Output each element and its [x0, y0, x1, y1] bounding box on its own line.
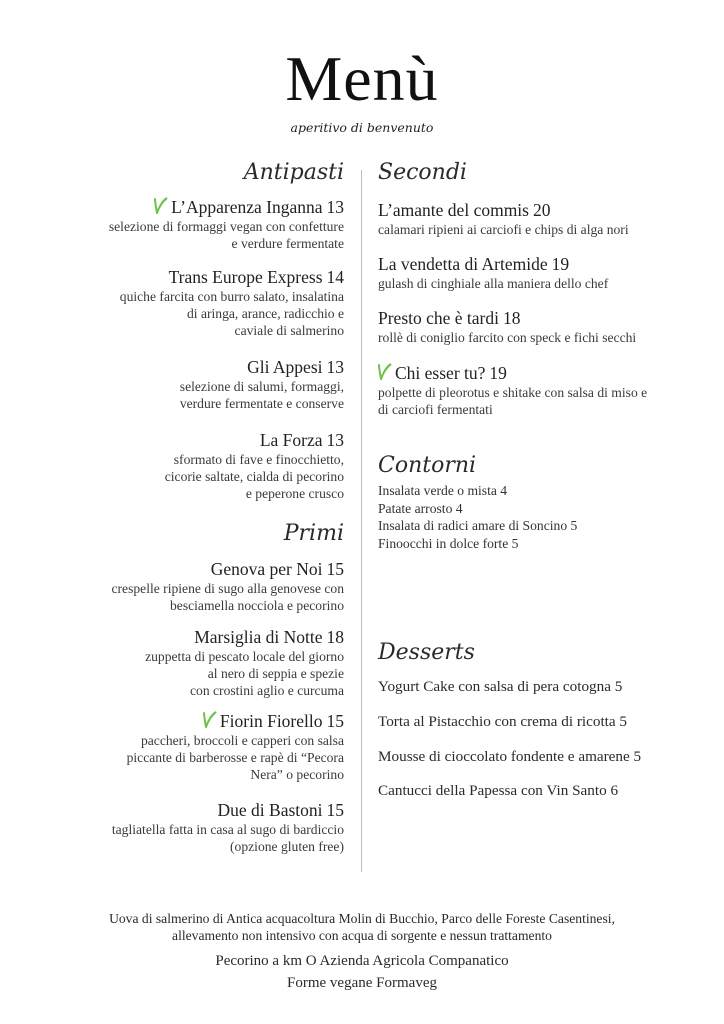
- contorno-item: Insalata di radici amare di Soncino 5: [378, 518, 578, 533]
- supplier-line: Forme vegane Formaveg: [287, 975, 437, 991]
- primi-heading: Primi: [283, 521, 344, 546]
- dessert-item: Torta al Pistacchio con crema di ricotta 5: [378, 713, 628, 730]
- dish-description: selezione di salumi, formaggi, verdure fermentate e conserve: [179, 379, 344, 411]
- dish-price: 15: [326, 711, 344, 731]
- secondi-item: [378, 254, 608, 292]
- dish-price: 13: [326, 430, 344, 450]
- column-divider: [361, 170, 362, 872]
- menu-subtitle: aperitivo di benvenuto: [290, 120, 434, 135]
- antipasti-item: [180, 357, 344, 412]
- dish-price: 14: [326, 267, 344, 287]
- contorni-heading: Contorni: [378, 453, 477, 478]
- antipasti-item: [109, 196, 344, 252]
- dish-description: selezione di formaggi vegan con confetture e verdure fermentate: [108, 219, 344, 251]
- dish-name: Genova per Noi 15: [210, 559, 344, 579]
- secondi-heading: Secondi: [378, 160, 467, 185]
- dish-price: 15: [326, 800, 344, 820]
- dish-name: L’Apparenza Inganna 13: [109, 196, 344, 218]
- dish-price: 19: [551, 254, 570, 274]
- dish-price: 20: [532, 200, 551, 220]
- dish-name: Presto che è tardi 18: [378, 308, 521, 328]
- vegan-leaf-icon: [378, 362, 392, 380]
- dish-name: Due di Bastoni 15: [217, 800, 344, 820]
- sourcing-note: Uova di salmerino di Antica acquacoltura Molin di Bucchio, Parco delle Foreste Casentinesi, allevamento non intensivo con acqua di sorgente e nessun trattamento: [109, 911, 615, 943]
- dish-name: Fiorin Fiorello 15: [127, 710, 344, 732]
- dish-description: rollè di coniglio farcito con speck e fichi secchi: [378, 330, 637, 345]
- primi-item: [111, 559, 344, 614]
- antipasti-heading: Antipasti: [243, 160, 344, 185]
- contorno-item: Insalata verde o mista 4: [378, 483, 508, 498]
- antipasti-item: [120, 267, 344, 339]
- dish-description: sformato di fave e finocchietto, cicorie saltate, cialda di pecorino e peperone crusco: [164, 452, 344, 501]
- suppliers-note: [0, 950, 724, 994]
- dish-name: Marsiglia di Notte 18: [194, 627, 344, 647]
- secondi-item: [378, 308, 636, 346]
- vegan-leaf-icon: [154, 196, 168, 214]
- dish-name: Trans Europe Express 14: [168, 267, 344, 287]
- dish-description: polpette di pleorotus e shitake con salsa di miso e di carciofi fermentati: [378, 385, 648, 417]
- dish-price: 19: [489, 363, 507, 383]
- desserts-heading: Desserts: [378, 640, 475, 665]
- dish-description: tagliatella fatta in casa al sugo di bardiccio (opzione gluten free): [111, 822, 344, 854]
- menu-title: Menù: [285, 43, 439, 114]
- dish-description: quiche farcita con burro salato, insalatina di aringa, arance, radicchio e caviale di salmerino: [119, 289, 344, 338]
- dish-description: crespelle ripiene di sugo alla genovese con besciamella nocciola e pecorino: [111, 581, 344, 613]
- contorno-item: Finoocchi in dolce forte 5: [378, 535, 519, 551]
- dish-description: paccheri, broccoli e capperi con salsa piccante di barberosse e rapè di “Pecora Nera” o pecorino: [126, 733, 344, 782]
- secondi-item: [378, 200, 629, 238]
- dish-description: calamari ripieni ai carciofi e chips di alga nori: [378, 222, 629, 237]
- dessert-item: Mousse di cioccolato fondente e amarene 5: [378, 748, 642, 765]
- secondi-item: [378, 362, 647, 418]
- dish-name: Gli Appesi 13: [247, 357, 344, 377]
- supplier-line: Pecorino a km O Azienda Agricola Companatico: [215, 953, 509, 969]
- primi-item: [112, 800, 344, 855]
- primi-item: [127, 710, 344, 783]
- dish-price: 15: [326, 559, 344, 579]
- dish-description: zuppetta di pescato locale del giorno al nero di seppia e spezie con crostini aglio e curcuma: [145, 649, 344, 698]
- dish-price: 13: [326, 197, 344, 217]
- contorno-item: Patate arrosto 4: [378, 500, 463, 516]
- dish-price: 18: [503, 308, 521, 328]
- dish-name: La vendetta di Artemide 19: [378, 254, 570, 274]
- dish-price: 13: [326, 357, 344, 377]
- dessert-item: Yogurt Cake con salsa di pera cotogna 5: [378, 678, 623, 695]
- vegan-leaf-icon: [203, 710, 217, 728]
- antipasti-item: [165, 430, 344, 502]
- primi-item: [145, 627, 344, 699]
- dish-price: 18: [326, 627, 344, 647]
- dish-name: La Forza 13: [259, 430, 344, 450]
- dish-description: gulash di cinghiale alla maniera dello chef: [378, 276, 609, 291]
- dessert-item: Cantucci della Papessa con Vin Santo 6: [378, 782, 619, 799]
- dish-name: L’amante del commis 20: [378, 200, 551, 220]
- contorni-list: [378, 482, 577, 552]
- dish-name: Chi esser tu? 19: [378, 362, 647, 384]
